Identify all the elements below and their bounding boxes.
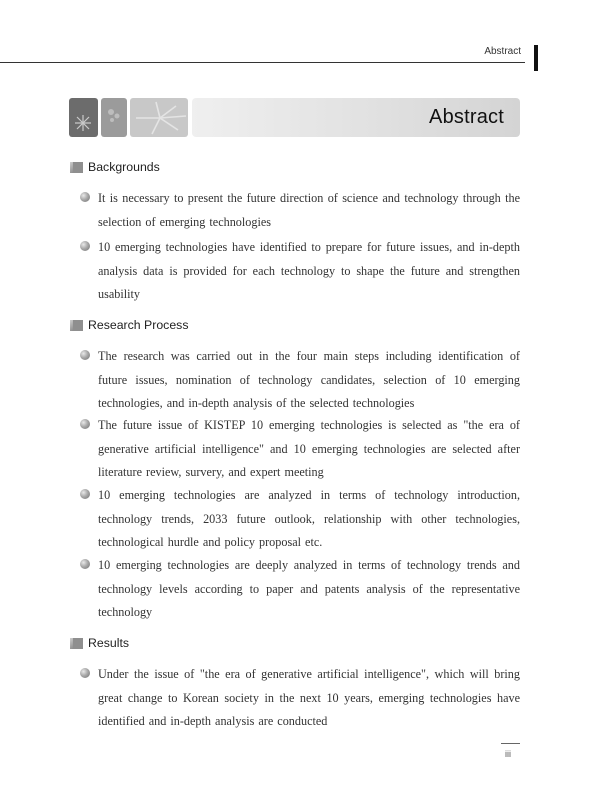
list-item xyxy=(80,414,520,485)
bullet-icon xyxy=(80,559,90,569)
flower-tile-icon xyxy=(69,98,98,137)
section-heading-research-process xyxy=(70,318,188,332)
section-square-icon xyxy=(70,162,83,173)
decorative-tiles xyxy=(69,98,188,137)
header-marker-bar xyxy=(534,45,538,71)
title-banner xyxy=(192,98,520,137)
section-square-icon xyxy=(70,638,83,649)
list-item xyxy=(80,484,520,555)
list-item xyxy=(80,236,520,307)
leaf-tile-icon xyxy=(101,98,127,137)
list-item-text: 10 emerging technologies have identified to prepare for future issues, and in-depth analysis data is provided for each technology to shape the future and strengthen usability xyxy=(98,240,520,301)
list-item-text: 10 emerging technologies are analyzed in terms of technology introduction, technology trends, 2033 future outlook, relationship with other technologies, technological hurdle and policy proposal etc. xyxy=(98,488,520,549)
header-rule xyxy=(0,62,525,63)
section-heading-label: Backgrounds xyxy=(88,160,160,174)
section-heading-results xyxy=(70,636,129,650)
running-header-title: Abstract xyxy=(484,46,521,57)
page-number: iii xyxy=(505,749,511,759)
page-title: Abstract xyxy=(429,106,504,128)
section-heading-label: Results xyxy=(88,636,130,650)
list-item-text: Under the issue of "the era of generative artificial intelligence", which will bring great change to Korean society in the next 10 years, emerging technologies have identified and in-depth analysis are conducted xyxy=(98,667,520,728)
bullet-icon xyxy=(80,489,90,499)
bullet-icon xyxy=(80,350,90,360)
footer-rule xyxy=(501,743,520,744)
list-item-text: The future issue of KISTEP 10 emerging technologies is selected as "the era of generative artificial intelligence" and 10 emerging technologies are selected after literature review, survery, and expert meeting xyxy=(98,418,520,479)
bullet-icon xyxy=(80,668,90,678)
list-item xyxy=(80,345,520,416)
bullet-icon xyxy=(80,241,90,251)
list-item-text: The research was carried out in the four main steps including identification of future issues, nomination of technology candidates, selection of 10 emerging technologies, and in-depth analysis of the selected technologies xyxy=(98,349,520,410)
petal-tile-icon xyxy=(130,98,188,137)
list-item xyxy=(80,554,520,625)
bullet-icon xyxy=(80,419,90,429)
list-item-text: It is necessary to present the future direction of science and technology through the selection of emerging technologies xyxy=(98,191,520,229)
list-item-text: 10 emerging technologies are deeply analyzed in terms of technology trends and technology levels according to paper and patents analysis of the representative technology xyxy=(98,558,520,619)
section-heading-label: Research Process xyxy=(88,318,189,332)
list-item xyxy=(80,187,520,234)
bullet-icon xyxy=(80,192,90,202)
section-square-icon xyxy=(70,320,83,331)
section-heading-backgrounds xyxy=(70,160,160,174)
list-item xyxy=(80,663,520,734)
